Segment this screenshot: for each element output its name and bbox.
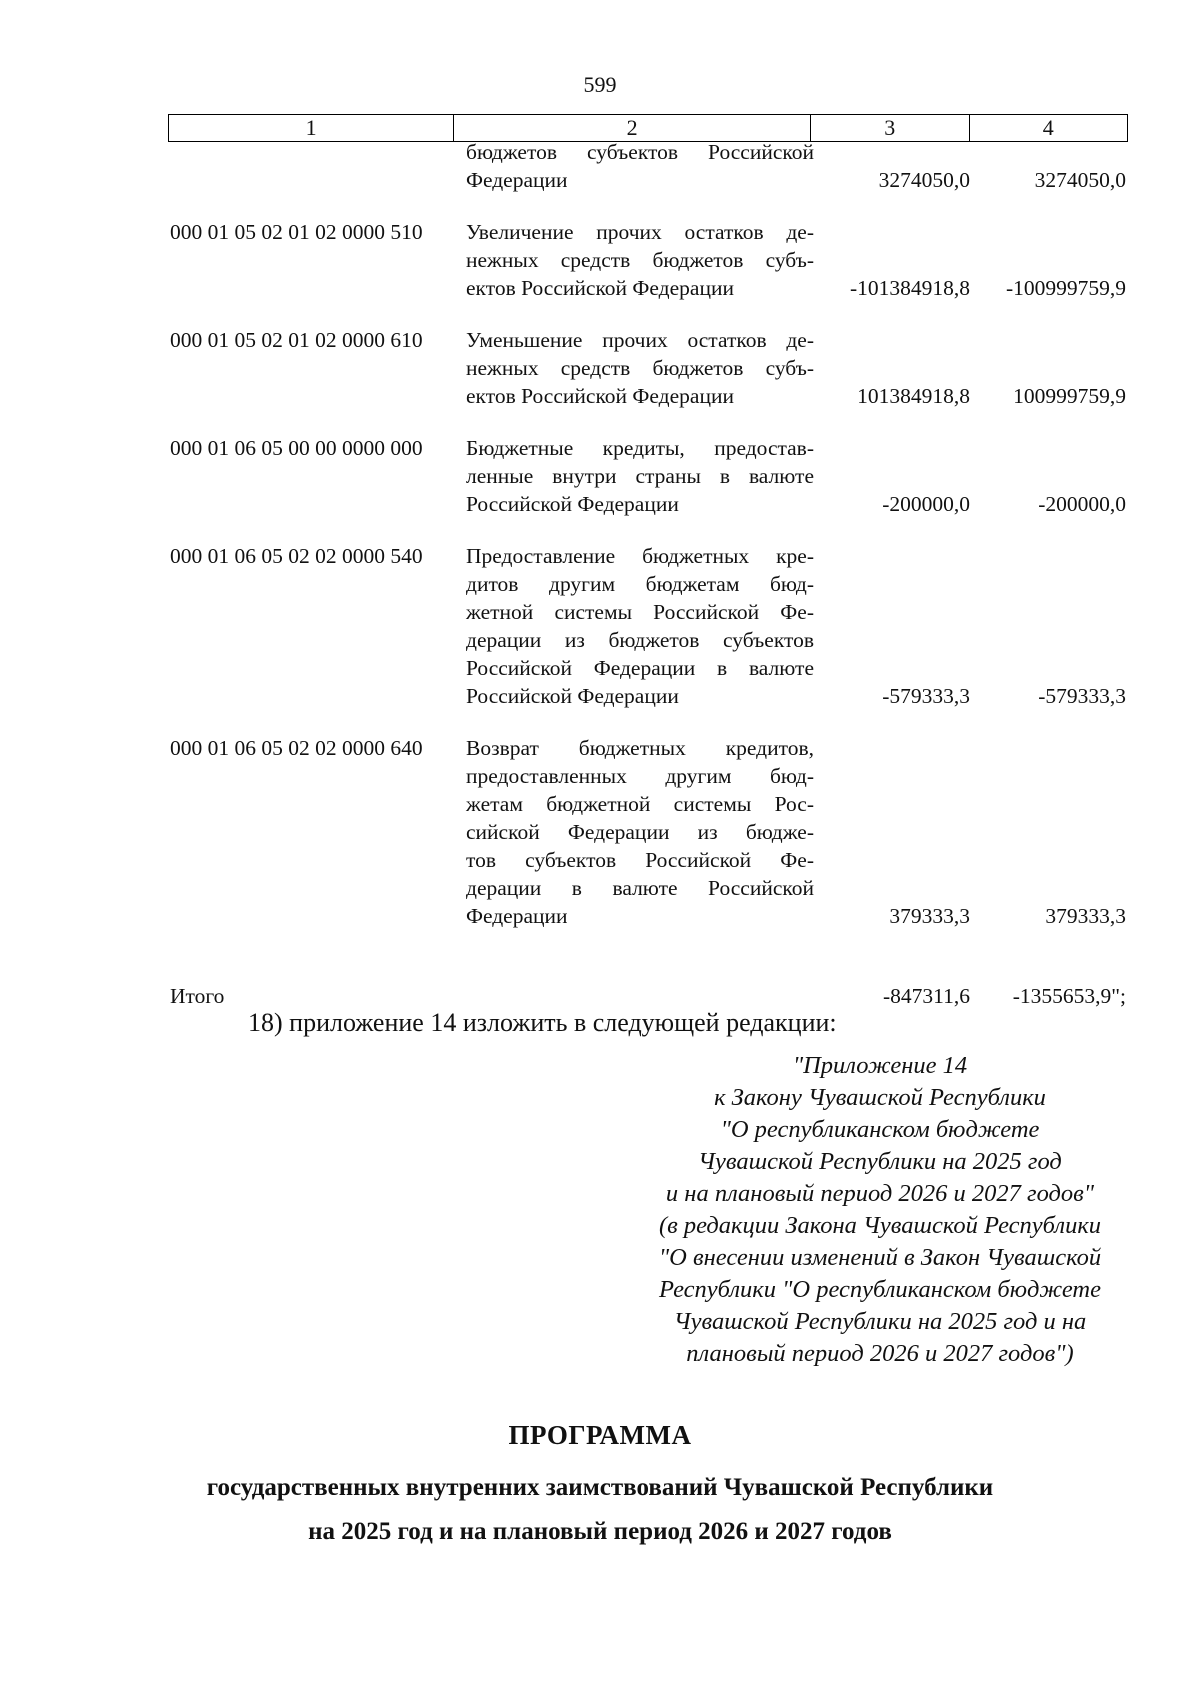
value-2026 [814,326,970,410]
value-2027 [970,434,1126,518]
appendix-line: Республики "О республиканском бюджете [659,1276,1101,1303]
budget-table-body [170,140,1130,954]
description-line: нежных средств бюджетов субъ- [466,248,814,272]
table-row [170,734,1130,930]
value-2026-text: 3274050,0 [878,168,970,192]
appendix-line: (в редакции Закона Чувашской Республики [658,1212,1102,1239]
appendix-line: и на плановый период 2026 и 2027 годов" [665,1180,1095,1207]
value-2027 [970,218,1126,302]
table-row [170,218,1130,302]
description-line: Федерации [466,168,568,192]
value-2027-text: -200000,0 [1038,492,1126,516]
appendix-line: к Закону Чувашской Республики [714,1084,1046,1111]
budget-item-description [466,434,814,518]
description-line: Уменьшение прочих остатков де- [466,328,814,352]
appendix-line: "О республиканском бюджете [720,1116,1040,1143]
description-line: Увеличение прочих остатков де- [466,220,814,244]
description-line: жетной системы Российской Фе- [466,600,814,624]
description-line: бюджетов субъектов Российской [466,140,814,164]
value-2026-text: -200000,0 [882,492,970,516]
program-subtitle-line-1: государственных внутренних заимствований Чувашской Республики [206,1474,994,1501]
description-line: Российской Федерации [466,492,679,516]
appendix-line: Чувашской Республики на 2025 год [698,1148,1062,1175]
value-2026 [814,542,970,710]
description-line: тов субъектов Российской Фе- [466,848,814,872]
table-row [170,326,1130,410]
description-line: Федерации [466,904,568,928]
budget-code: 000 01 05 02 01 02 0000 610 [170,328,423,352]
description-line: Бюджетные кредиты, предостав- [466,436,814,460]
description-line: дитов другим бюджетам бюд- [466,572,814,596]
total-value-2027: -1355653,9"; [1012,984,1126,1008]
total-value-2026: -847311,6 [883,984,970,1008]
column-header-1: 1 [169,115,454,142]
value-2026-text: -101384918,8 [849,276,970,300]
value-2027 [970,138,1126,194]
budget-code: 000 01 06 05 02 02 0000 640 [170,736,423,760]
value-2027-text: -100999759,9 [1005,276,1126,300]
value-2026 [814,138,970,194]
description-line: дерации в валюте Российской [466,876,814,900]
total-row [170,982,1130,1010]
page-number: 599 [583,72,617,97]
table-row [170,434,1130,518]
value-2026-text: -579333,3 [882,684,970,708]
amendment-paragraph: 18) приложение 14 изложить в следующей редакции: [248,1008,837,1037]
budget-item-description [466,138,814,194]
description-line: нежных средств бюджетов субъ- [466,356,814,380]
value-2027 [970,542,1126,710]
appendix-line: "Приложение 14 [792,1052,968,1079]
budget-code: 000 01 05 02 01 02 0000 510 [170,220,423,244]
description-line: Предоставление бюджетных кре- [466,544,814,568]
appendix-line: "О внесении изменений в Закон Чувашской [658,1244,1102,1271]
description-line: Российской Федерации в валюте [466,656,814,680]
total-label: Итого [170,984,225,1008]
description-line: сийской Федерации из бюдже- [466,820,814,844]
budget-item-description [466,734,814,930]
value-2026 [814,434,970,518]
budget-item-description [466,218,814,302]
value-2026-text: 379333,3 [889,904,970,928]
value-2027 [970,326,1126,410]
program-title: ПРОГРАММА [508,1420,692,1450]
value-2026-text: 101384918,8 [857,384,970,408]
description-line: ектов Российской Федерации [466,384,734,408]
column-header-2: 2 [454,115,811,142]
column-header-4: 4 [969,115,1127,142]
program-subtitle-line-2: на 2025 год и на плановый период 2026 и 2027 годов [308,1518,892,1545]
budget-code [170,138,466,194]
budget-item-description [466,326,814,410]
appendix-reference [620,1050,1140,1370]
appendix-line: Чувашской Республики на 2025 год и на [673,1308,1087,1335]
description-line: дерации из бюджетов субъектов [466,628,814,652]
description-line: Российской Федерации [466,684,679,708]
column-header-3: 3 [811,115,969,142]
value-2027-text: -579333,3 [1038,684,1126,708]
budget-code: 000 01 06 05 00 00 0000 000 [170,436,423,460]
description-line: предоставленных другим бюд- [466,764,814,788]
table-row [170,138,1130,194]
budget-code: 000 01 06 05 02 02 0000 540 [170,544,423,568]
value-2027-text: 100999759,9 [1013,384,1126,408]
value-2027-text: 379333,3 [1045,904,1126,928]
value-2027 [970,734,1126,930]
value-2027-text: 3274050,0 [1034,168,1126,192]
budget-item-description [466,542,814,710]
description-line: Возврат бюджетных кредитов, [466,736,814,760]
description-line: ленные внутри страны в валюте [466,464,814,488]
appendix-line: плановый период 2026 и 2027 годов") [686,1340,1074,1367]
description-line: жетам бюджетной системы Рос- [466,792,814,816]
description-line: ектов Российской Федерации [466,276,734,300]
value-2026 [814,218,970,302]
table-row [170,542,1130,710]
value-2026 [814,734,970,930]
